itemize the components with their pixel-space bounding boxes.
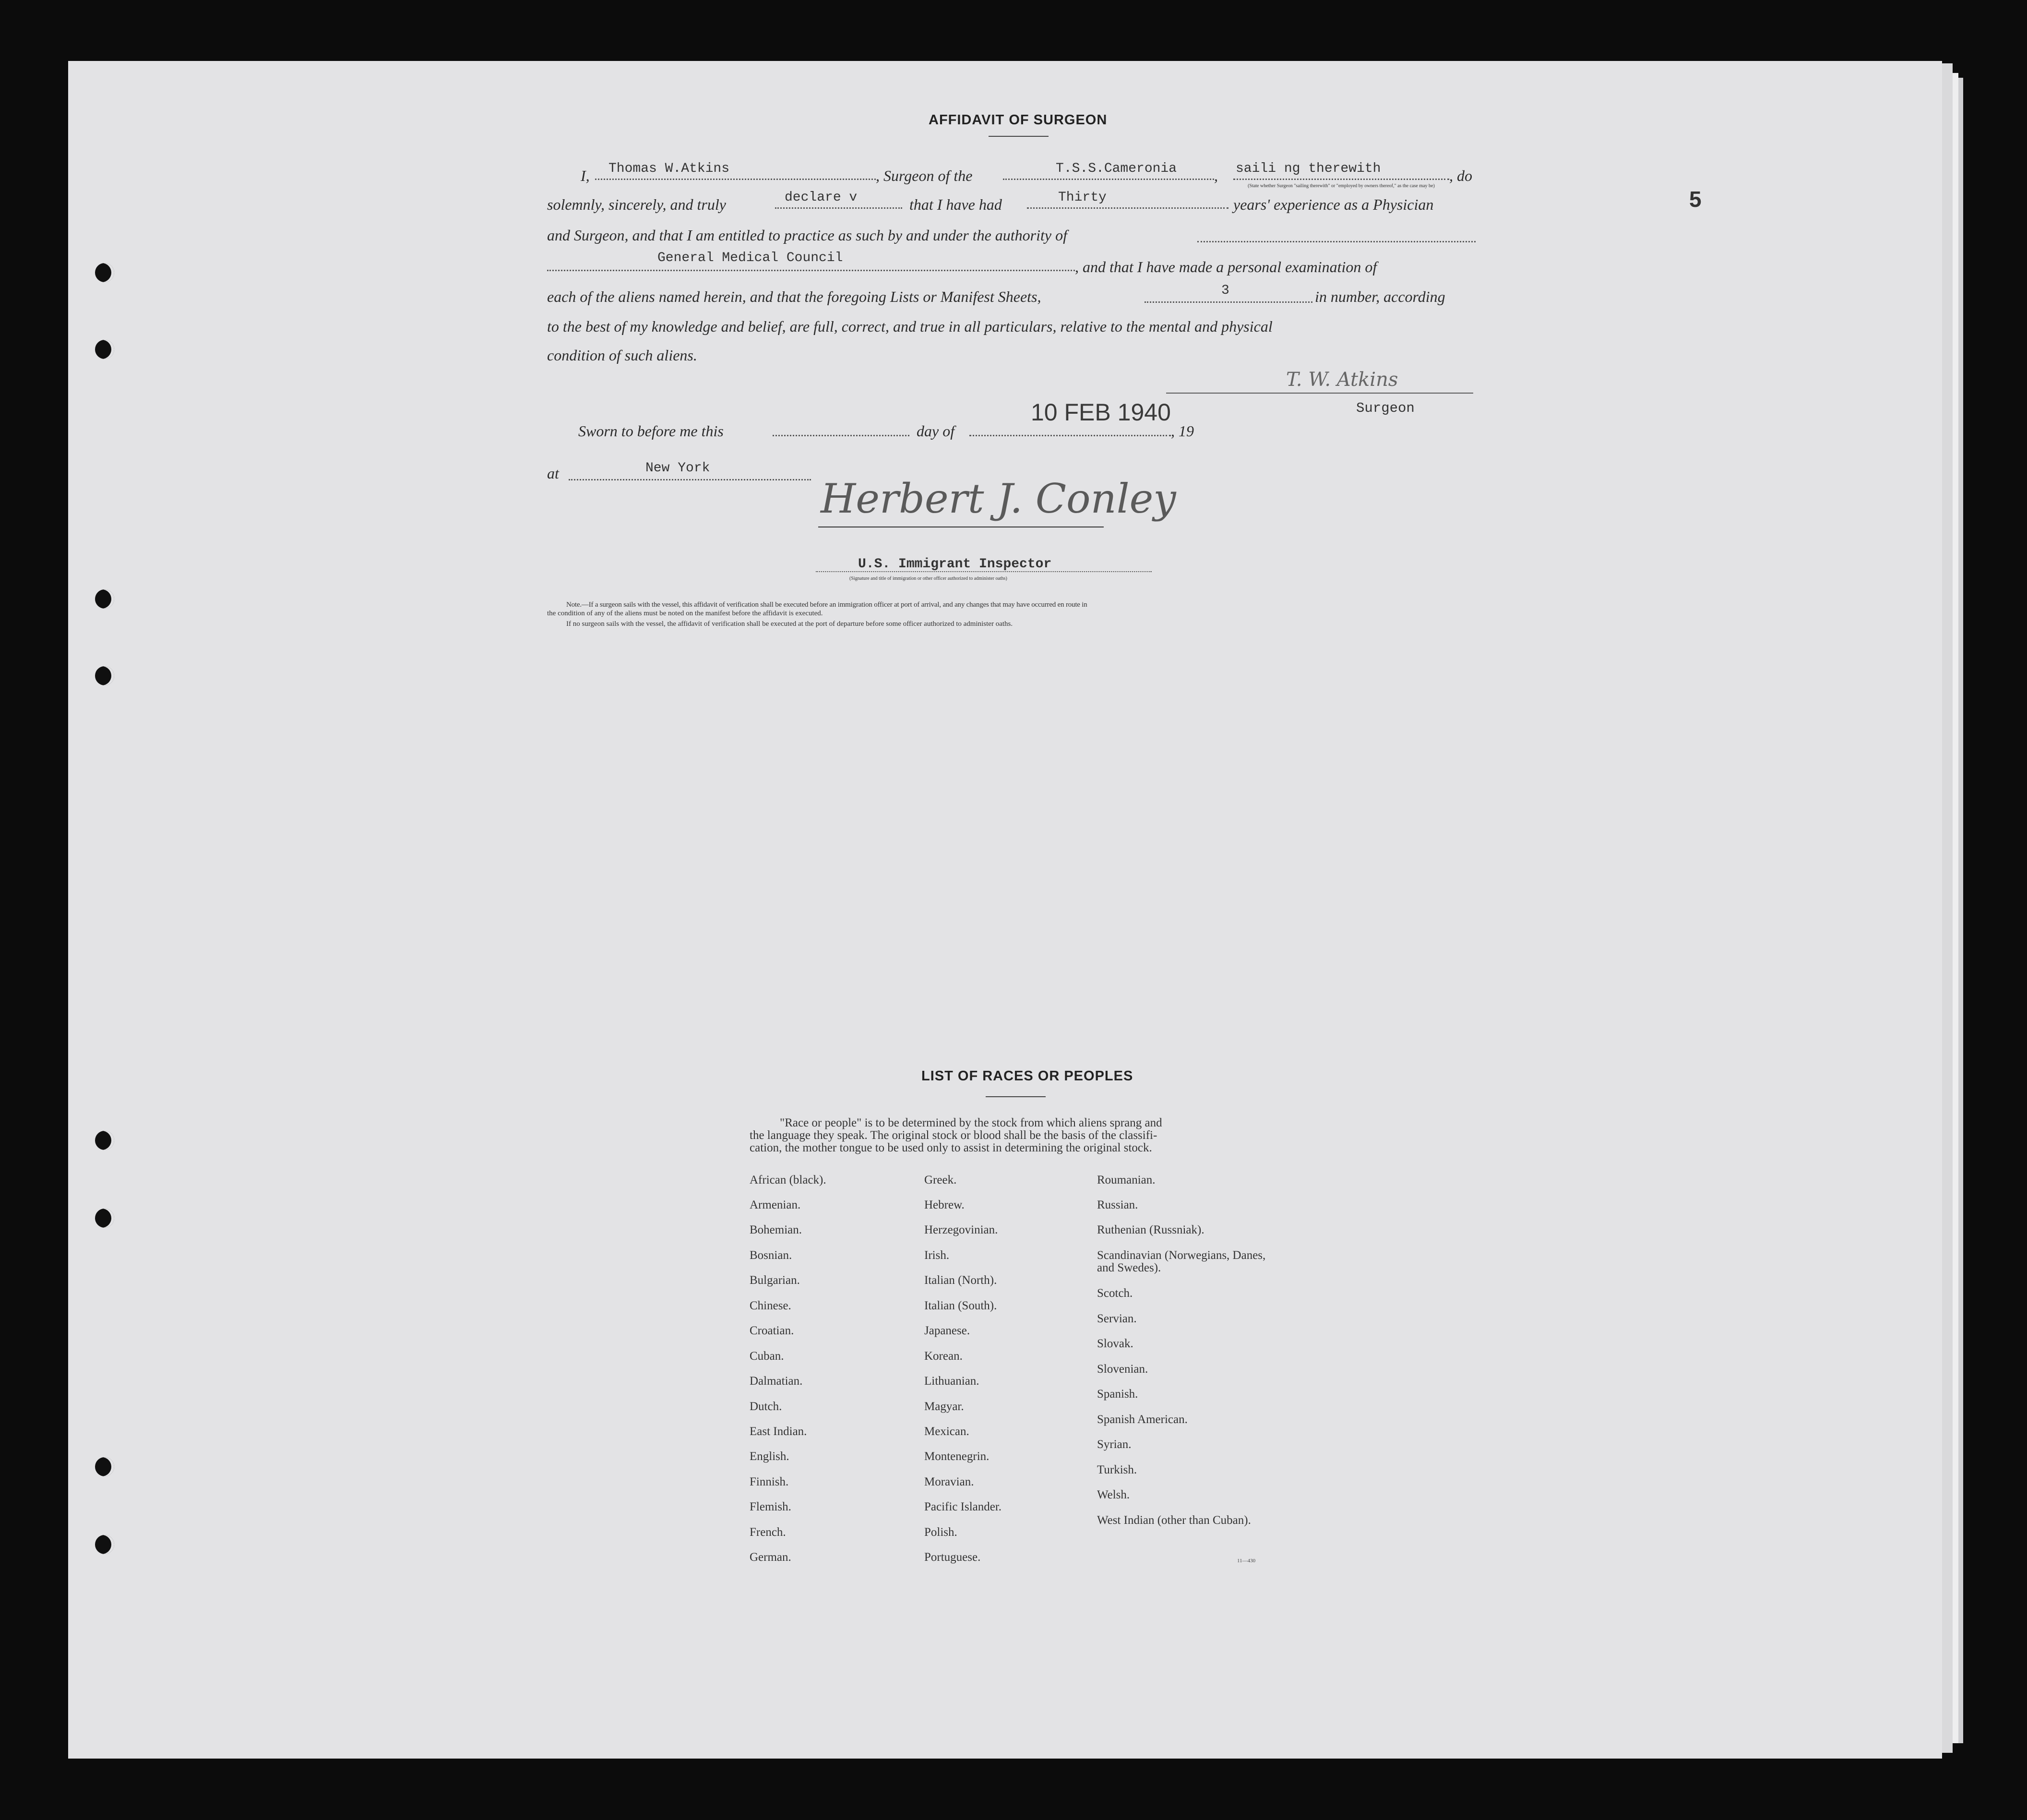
line2-have-had: that I have had — [909, 196, 1002, 213]
binder-hole — [95, 589, 114, 609]
race-col2-item: Pacific Islander. — [924, 1500, 1002, 1513]
page-edge — [1942, 63, 1953, 1753]
race-col3-item: West Indian (other than Cuban). — [1097, 1514, 1251, 1527]
binder-hole — [95, 1535, 114, 1554]
sworn-day-of: day of — [917, 422, 955, 440]
line5-text: each of the aliens named herein, and that the foregoing Lists or Manifest Sheets, — [547, 288, 1041, 305]
race-col1-item: Croatian. — [750, 1324, 794, 1337]
sworn-year: , 19 — [1171, 422, 1194, 440]
races-title: LIST OF RACES OR PEOPLES — [921, 1068, 1133, 1084]
document-sheet — [68, 61, 1942, 1759]
line7-text: condition of such aliens. — [547, 347, 697, 364]
authority-field-line-1 — [1197, 241, 1476, 242]
race-col1-item: English. — [750, 1450, 789, 1463]
races-intro-1: "Race or people" is to be determined by the stock from which aliens sprang and — [780, 1116, 1162, 1129]
race-col3-item: Servian. — [1097, 1312, 1137, 1325]
declare-field-line — [775, 207, 902, 209]
declare-value: declare v — [785, 190, 858, 205]
binder-hole — [95, 1131, 114, 1150]
race-col3-item: Welsh. — [1097, 1488, 1130, 1501]
race-col1-item: Finnish. — [750, 1475, 789, 1488]
race-col1-item: Bulgarian. — [750, 1274, 800, 1287]
race-col2-item: Irish. — [924, 1249, 950, 1262]
race-col3-item: Slovak. — [1097, 1337, 1133, 1350]
race-col1-item: Bosnian. — [750, 1249, 792, 1262]
sworn-month-line — [969, 435, 1171, 436]
sworn-day-line — [773, 435, 909, 436]
sheets-field-line — [1145, 301, 1312, 303]
race-col3-item: Roumanian. — [1097, 1173, 1156, 1186]
race-col2-item: Hebrew. — [924, 1198, 965, 1211]
race-col3-item: Slovenian. — [1097, 1363, 1148, 1376]
binder-hole — [95, 340, 114, 359]
race-col1-item: Armenian. — [750, 1198, 801, 1211]
race-col2-item: Magyar. — [924, 1400, 964, 1413]
ship-field-line — [1003, 179, 1214, 180]
race-col2-item: Italian (South). — [924, 1299, 997, 1312]
inspector-title: U.S. Immigrant Inspector — [858, 557, 1052, 572]
line2-experience: years' experience as a Physician — [1233, 196, 1434, 213]
note-line-1: Note.—If a surgeon sails with the vessel, this affidavit of verification shall be executed before an immigration officer at port of arrival, and any changes that may have occurred en route in — [566, 601, 1087, 609]
race-col3-item: Russian. — [1097, 1198, 1138, 1211]
race-col3-item: Spanish. — [1097, 1388, 1138, 1401]
line3-text: and Surgeon, and that I am entitled to practice as such by and under the authority of — [547, 227, 1067, 244]
binder-hole — [95, 666, 114, 685]
surgeon-signature: T. W. Atkins — [1286, 369, 1398, 391]
line1-surgeon-of: , Surgeon of the — [876, 167, 973, 184]
surgeon-name: Thomas W.Atkins — [608, 161, 730, 176]
page-edge — [1953, 73, 1958, 1743]
note-line-2: the condition of any of the aliens must be noted on the manifest before the affidavit is executed. — [547, 610, 823, 617]
race-col1-item: East Indian. — [750, 1425, 807, 1438]
binder-hole — [95, 1209, 114, 1228]
affidavit-title: AFFIDAVIT OF SURGEON — [929, 112, 1108, 128]
race-col2-item: Greek. — [924, 1173, 957, 1186]
form-code: 11—430 — [1237, 1558, 1256, 1564]
page-number: 5 — [1689, 187, 1702, 212]
race-col1-item: Dalmatian. — [750, 1375, 803, 1388]
years-field-line — [1027, 207, 1228, 209]
at-label: at — [547, 465, 559, 482]
years-value: Thirty — [1058, 190, 1107, 205]
line6-text: to the best of my knowledge and belief, are full, correct, and true in all particulars, relative to the mental and physical — [547, 318, 1273, 335]
race-col1-item: German. — [750, 1551, 791, 1564]
race-col2-item: Lithuanian. — [924, 1375, 979, 1388]
race-col2-item: Japanese. — [924, 1324, 970, 1337]
authority-field-line-2 — [547, 270, 1075, 271]
races-title-rule — [986, 1096, 1046, 1097]
sworn-text: Sworn to before me this — [578, 422, 724, 440]
race-col2-item: Polish. — [924, 1526, 957, 1539]
date-stamp: 10 FEB 1940 — [1031, 399, 1171, 426]
race-col2-item: Herzegovinian. — [924, 1223, 998, 1236]
race-col1-item: African (black). — [750, 1173, 826, 1186]
binder-hole — [95, 263, 114, 282]
name-field-line — [595, 179, 876, 180]
page-edge — [1958, 78, 1963, 1743]
race-col2-item: Mexican. — [924, 1425, 969, 1438]
race-col3-item: Turkish. — [1097, 1463, 1137, 1476]
race-col3-item: Scotch. — [1097, 1287, 1133, 1300]
line5-tail: in number, according — [1315, 288, 1445, 305]
race-col2-item: Moravian. — [924, 1475, 974, 1488]
race-col1-item: Dutch. — [750, 1400, 782, 1413]
title-rule — [989, 136, 1049, 137]
race-col3-item: Scandinavian (Norwegians, Danes, and Swedes). — [1097, 1249, 1266, 1274]
race-col3-item: Syrian. — [1097, 1438, 1132, 1451]
at-field-line — [569, 479, 811, 480]
line1-comma: , — [1214, 167, 1218, 184]
race-col1-item: Cuban. — [750, 1350, 784, 1363]
line1-i: I, — [581, 167, 590, 184]
race-col2-item: Montenegrin. — [924, 1450, 990, 1463]
note-line-3: If no surgeon sails with the vessel, the affidavit of verification shall be executed at the port of departure before some officer authorized to administer oaths. — [566, 620, 1013, 628]
inspector-title-line — [816, 571, 1152, 572]
inspector-note: (Signature and title of immigration or other officer authorized to administer oaths) — [849, 576, 1007, 581]
ship-name: T.S.S.Cameronia — [1056, 161, 1177, 176]
surgeon-capacity: saili ng therewith — [1236, 161, 1381, 176]
capacity-note: (State whether Surgeon "sailing therewith" or "employed by owners thereof," as the case may be) — [1248, 183, 1435, 189]
authority-value: General Medical Council — [657, 251, 843, 265]
race-col1-item: Chinese. — [750, 1299, 791, 1312]
capacity-field-line — [1233, 179, 1449, 180]
race-col2-item: Portuguese. — [924, 1551, 981, 1564]
race-col2-item: Korean. — [924, 1350, 963, 1363]
race-col2-item: Italian (North). — [924, 1274, 997, 1287]
race-col3-item: Ruthenian (Russniak). — [1097, 1223, 1204, 1236]
surgeon-signature-line — [1166, 393, 1473, 394]
races-intro-3: cation, the mother tongue to be used only to assist in determining the original stock. — [750, 1141, 1152, 1154]
at-place: New York — [645, 461, 710, 476]
races-intro-2: the language they speak. The original stock or blood shall be the basis of the classifi- — [750, 1129, 1157, 1142]
sheets-value: 3 — [1221, 283, 1229, 298]
line1-do: , do — [1449, 167, 1472, 184]
binder-hole — [95, 1457, 114, 1476]
race-col1-item: French. — [750, 1526, 786, 1539]
inspector-signature: Herbert J. Conley — [821, 475, 1176, 522]
race-col1-item: Bohemian. — [750, 1223, 802, 1236]
surgeon-label: Surgeon — [1356, 400, 1415, 416]
race-col3-item: Spanish American. — [1097, 1413, 1188, 1426]
race-col1-item: Flemish. — [750, 1500, 791, 1513]
line2-solemnly: solemnly, sincerely, and truly — [547, 196, 726, 213]
line4-tail: , and that I have made a personal examination of — [1075, 258, 1377, 275]
